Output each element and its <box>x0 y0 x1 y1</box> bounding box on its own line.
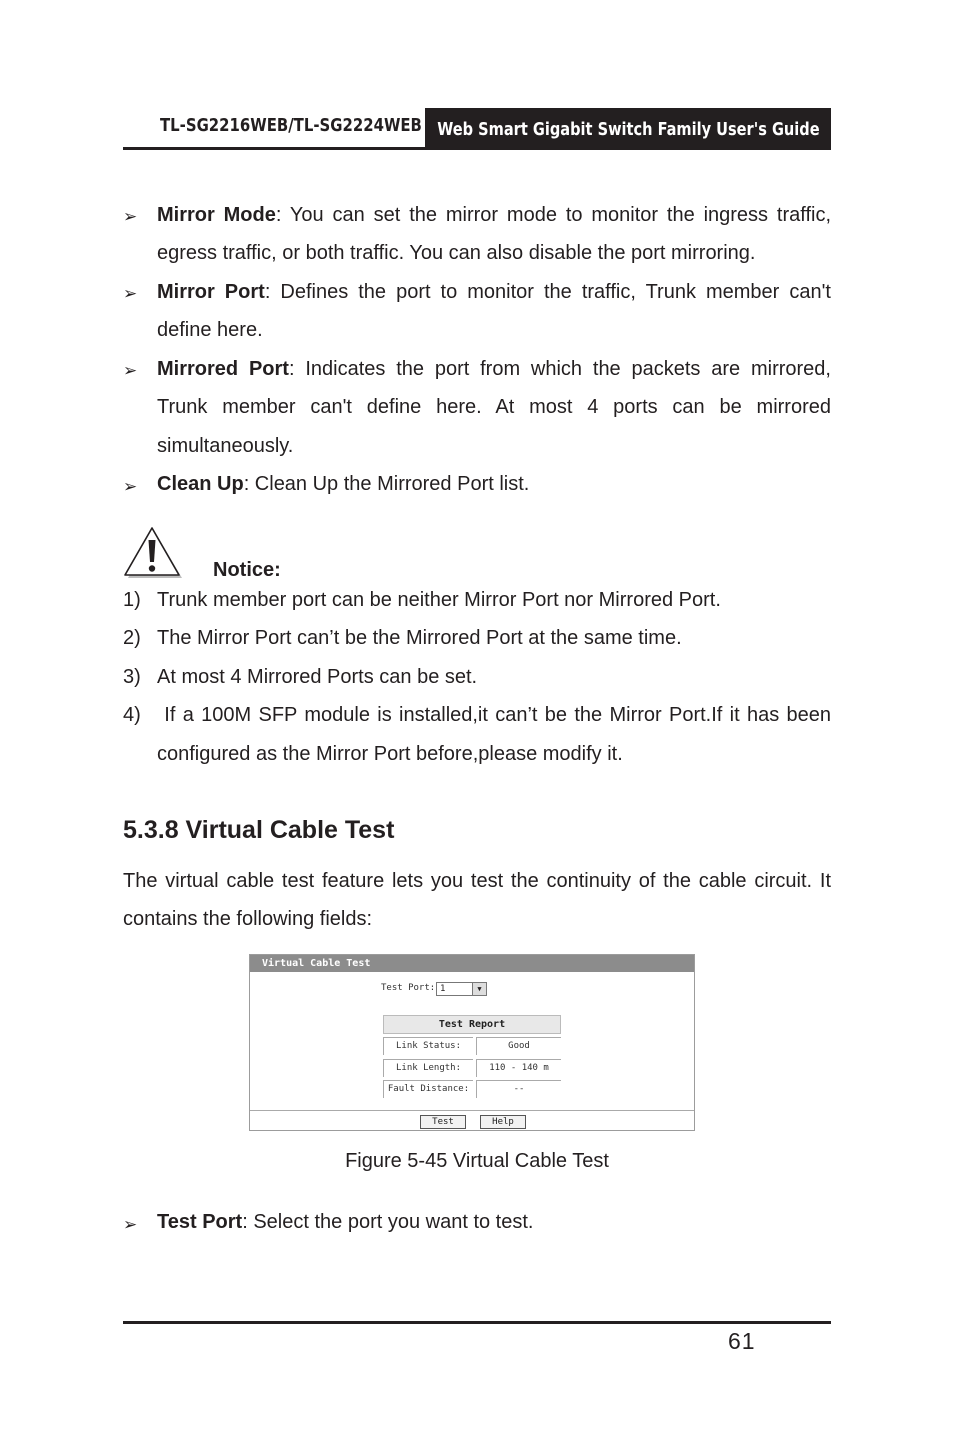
link-status-value: Good <box>476 1037 561 1055</box>
page-number: 61 <box>728 1328 756 1354</box>
test-button[interactable]: Test <box>420 1115 466 1129</box>
link-length-value: 110 - 140 m <box>476 1059 561 1077</box>
notice-item-4-line1: If a 100M SFP module is installed,it can’t be the Mirror Port.If it has been <box>157 704 831 726</box>
field-mirror-port-line2: define here. <box>157 319 263 341</box>
link-length-label: Link Length: <box>383 1059 473 1077</box>
notice-item-1: Trunk member port can be neither Mirror Port nor Mirrored Port. <box>157 589 721 611</box>
notice-item-3: At most 4 Mirrored Ports can be set. <box>157 666 478 688</box>
virtual-cable-test-figure <box>249 954 695 1131</box>
figure-panel-title: Virtual Cable Test <box>250 955 694 972</box>
bullet-icon: ➢ <box>123 284 138 303</box>
field-mirror-mode-line1: Mirror Mode: You can set the mirror mode to monitor the ingress traffic, <box>157 204 831 226</box>
notice-num: 1) <box>123 589 141 611</box>
field-mirror-mode-line2: egress traffic, or both traffic. You can also disable the port mirroring. <box>157 242 756 264</box>
link-status-label: Link Status: <box>383 1037 473 1055</box>
section-intro-line1: The virtual cable test feature lets you test the continuity of the cable circuit. It <box>123 870 831 892</box>
header-model: TL-SG2216WEB/TL-SG2224WEB <box>160 115 422 136</box>
bullet-icon: ➢ <box>123 477 138 496</box>
test-port-label: Test Port: <box>381 983 436 993</box>
section-intro-line2: contains the following fields: <box>123 908 373 930</box>
help-button[interactable]: Help <box>480 1115 526 1129</box>
bullet-icon: ➢ <box>123 1215 138 1234</box>
header-guide-title-box <box>425 108 831 150</box>
notice-num: 3) <box>123 666 141 688</box>
header-rule <box>123 147 831 150</box>
notice-item-2: The Mirror Port can’t be the Mirrored Port at the same time. <box>157 627 682 649</box>
notice-num: 4) <box>123 704 141 726</box>
field-mirror-port-line1: Mirror Port: Defines the port to monitor the traffic, Trunk member can't <box>157 281 831 303</box>
field-test-port: Test Port: Select the port you want to test. <box>157 1211 534 1233</box>
fault-distance-value: -- <box>476 1080 561 1098</box>
footer-rule <box>123 1321 831 1324</box>
bullet-icon: ➢ <box>123 207 138 226</box>
section-title: 5.3.8 Virtual Cable Test <box>123 816 395 844</box>
field-clean-up: Clean Up: Clean Up the Mirrored Port list. <box>157 473 530 495</box>
notice-item-4-line2: configured as the Mirror Port before,please modify it. <box>157 743 623 765</box>
figure-separator <box>250 1110 694 1111</box>
test-report-header: Test Report <box>383 1015 561 1034</box>
field-mirrored-port-line2: Trunk member can't define here. At most 4 ports can be mirrored <box>157 396 831 418</box>
notice-num: 2) <box>123 627 141 649</box>
notice-title: Notice: <box>213 559 281 581</box>
figure-caption: Figure 5-45 Virtual Cable Test <box>345 1150 609 1172</box>
field-mirrored-port-line3: simultaneously. <box>157 435 294 457</box>
warning-icon <box>124 527 186 581</box>
dropdown-arrow-icon[interactable]: ▼ <box>472 983 486 995</box>
field-mirrored-port-line1: Mirrored Port: Indicates the port from which the packets are mirrored, <box>157 358 831 380</box>
fault-distance-label: Fault Distance: <box>383 1080 473 1098</box>
bullet-icon: ➢ <box>123 361 138 380</box>
header-guide-title: Web Smart Gigabit Switch Family User's Guide <box>436 118 820 140</box>
test-port-select[interactable] <box>436 982 487 996</box>
test-port-value: 1 <box>440 984 446 994</box>
